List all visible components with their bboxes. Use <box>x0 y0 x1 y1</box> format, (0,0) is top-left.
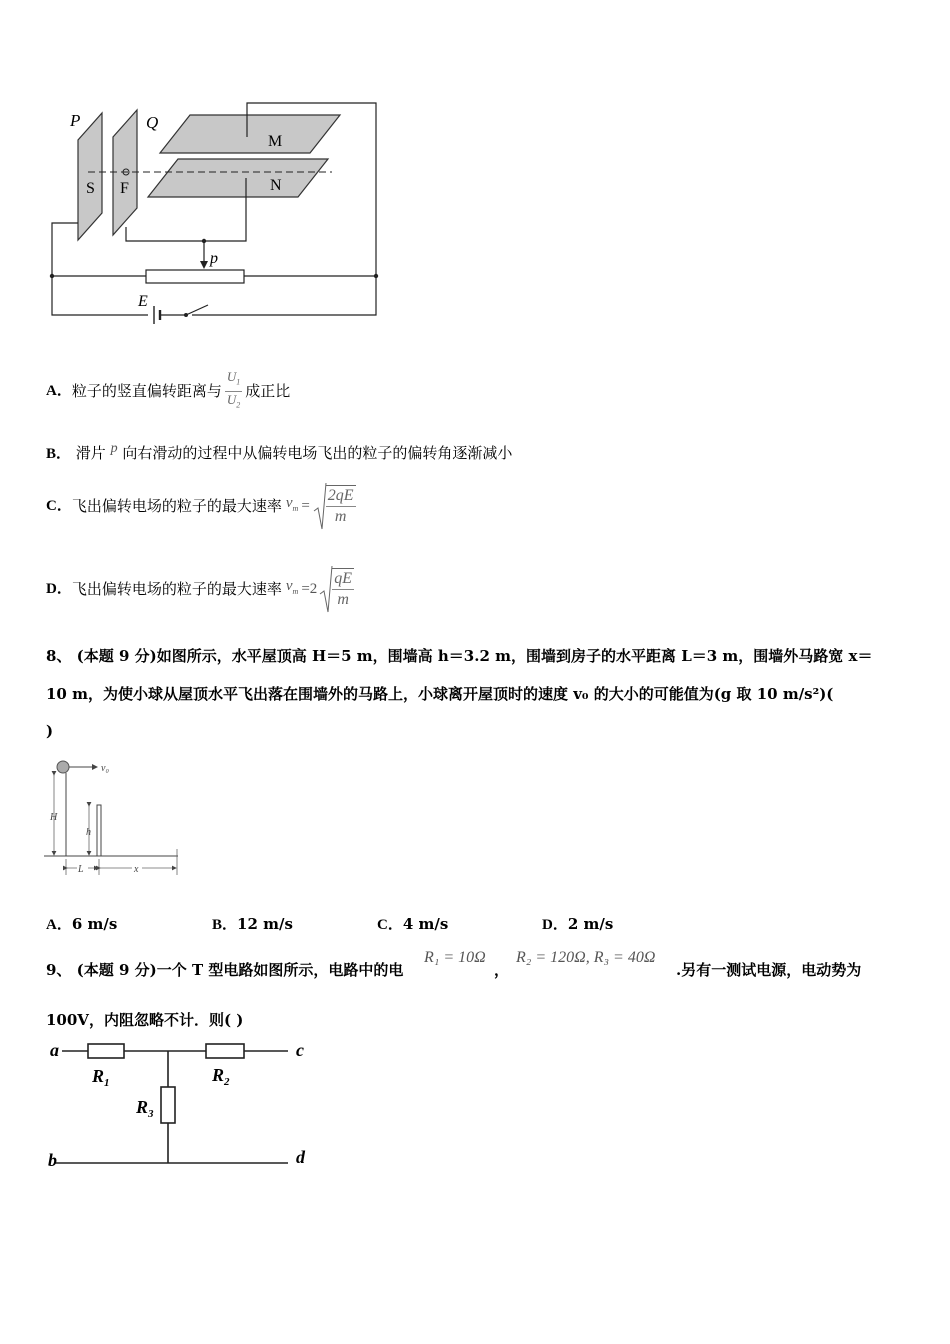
q8-stem-line2: 10 m，为使小球从屋顶水平飞出落在围墙外的马路上，小球离开屋顶时的速度 v₀ 的大小的可能值为(g 取 10 m/s²)( <box>46 685 834 703</box>
q8-option-b-label: B． <box>212 917 238 933</box>
q7-option-d-eq: =2 <box>301 581 318 597</box>
q9-r23-formula: R₂ = 120Ω, R₃ = 40Ω <box>516 949 656 966</box>
ball <box>57 761 69 773</box>
q9-stem-line2: 100V，内阻忽略不计．则( ) <box>46 1011 244 1029</box>
label-r3: $R_3$ <box>136 1097 154 1120</box>
q8-option-a-label: A． <box>46 917 72 933</box>
q8-option-c-text: 4 m/s <box>402 915 449 933</box>
rad-num: 2qE <box>326 486 356 507</box>
label-r1: $R_1$ <box>92 1066 110 1089</box>
q8-option-b[interactable] <box>212 914 293 935</box>
resistor-r3 <box>161 1087 175 1123</box>
q7-option-d-label: D． <box>46 581 72 597</box>
terminal-b: b <box>48 1150 57 1170</box>
label-v0: v₀ <box>101 763 109 774</box>
q7-option-c-eq: = <box>301 498 310 514</box>
label-q-plate: Q <box>146 113 159 132</box>
resistor-r2 <box>206 1044 244 1058</box>
q7-option-d-fraction <box>332 568 354 610</box>
q7-option-d-text: 飞出偏转电场的粒子的最大速率 <box>71 580 282 598</box>
label-L: L <box>78 864 84 875</box>
q7-option-b-label: B． <box>46 446 72 462</box>
q7-circuit-figure <box>40 95 390 330</box>
label-p-plate: P <box>70 111 81 130</box>
label-f: F <box>120 180 129 197</box>
frac-num-sub: 1 <box>236 377 241 387</box>
node-right <box>374 274 378 278</box>
q8-option-a-text: 6 m/s <box>71 915 118 933</box>
q7-option-b[interactable] <box>46 443 512 465</box>
plate-p <box>78 113 102 240</box>
q7-option-b-text-post: 向右滑动的过程中从偏转电场飞出的粒子的偏转角逐渐减小 <box>122 444 513 462</box>
q9-stem-line1-post: .另有一测试电源，电动势为 <box>676 961 862 979</box>
label-n: N <box>270 177 282 194</box>
vm-v: v <box>285 578 293 594</box>
q7-option-c-label: C． <box>46 498 72 514</box>
q9-comma: ， <box>494 961 510 979</box>
node-slider <box>202 239 206 243</box>
q7-option-a-fraction <box>225 369 242 413</box>
rad-den: m <box>337 591 349 608</box>
q7-option-d-radical <box>319 564 333 614</box>
node-left <box>50 274 54 278</box>
q7-option-c-fraction <box>326 485 356 527</box>
rheostat <box>146 270 244 283</box>
label-s: S <box>86 180 95 197</box>
label-slider-p: p <box>210 250 218 267</box>
frac-num-u: U <box>226 368 237 384</box>
q7-option-c-text: 飞出偏转电场的粒子的最大速率 <box>71 497 282 515</box>
label-h: h <box>86 827 91 838</box>
q8-option-d[interactable] <box>542 914 613 935</box>
label-m: M <box>268 133 283 150</box>
plate-n <box>148 159 328 197</box>
q7-option-b-var: p <box>110 441 118 456</box>
vm-v: v <box>285 495 293 511</box>
q8-option-d-text: 2 m/s <box>567 915 614 933</box>
q9-stem-line1-pre: 9、 (本题 9 分)一个 T 型电路如图所示，电路中的电 <box>46 961 404 979</box>
q7-option-d[interactable] <box>46 563 354 615</box>
q8-option-c-label: C． <box>377 917 403 933</box>
terminal-a: a <box>50 1040 59 1060</box>
slider-arrow <box>200 261 208 269</box>
q7-option-c[interactable] <box>46 480 356 532</box>
q8-stem-line1: 8、 (本题 9 分)如图所示，水平屋顶高 H＝5 m，围墙高 h＝3.2 m，围墙到房子的水平距离 L＝3 m，围墙外马路宽 x＝ <box>46 647 873 665</box>
plate-m <box>160 115 340 153</box>
label-H: H <box>50 812 58 823</box>
terminal-c: c <box>296 1040 304 1060</box>
q7-option-c-radical <box>313 481 327 531</box>
rad-num: qE <box>332 569 354 590</box>
label-r2: $R_2$ <box>212 1065 230 1088</box>
rad-den: m <box>334 508 347 525</box>
q8-stem-line3: ) <box>46 722 54 740</box>
q8-projectile-figure <box>44 755 184 880</box>
q7-option-a-label: A． <box>46 383 72 399</box>
fence <box>97 805 101 856</box>
vm-sub: m <box>292 587 299 596</box>
resistor-r1 <box>88 1044 124 1058</box>
frac-den-sub: 2 <box>236 400 241 410</box>
frac-den-u: U <box>226 391 237 407</box>
q9-t-circuit-figure <box>44 1035 324 1175</box>
q8-option-b-text: 12 m/s <box>237 915 293 933</box>
q7-option-a-text-pre: 粒子的竖直偏转距离与 <box>71 382 222 400</box>
q7-option-b-text-pre: 滑片 <box>75 444 106 462</box>
q8-option-d-label: D． <box>542 917 568 933</box>
q7-option-a[interactable] <box>46 366 290 416</box>
vm-sub: m <box>292 504 299 513</box>
q9-r1-formula: R₁ = 10Ω <box>424 949 486 966</box>
label-e: E <box>138 293 148 310</box>
q7-option-a-text-post: 成正比 <box>245 382 291 400</box>
q8-option-a[interactable] <box>46 914 117 935</box>
q8-option-c[interactable] <box>377 914 448 935</box>
label-x: x <box>134 864 139 875</box>
terminal-d: d <box>296 1147 305 1167</box>
q7-option-c-lhs <box>286 493 298 519</box>
q7-option-d-lhs <box>286 576 298 602</box>
